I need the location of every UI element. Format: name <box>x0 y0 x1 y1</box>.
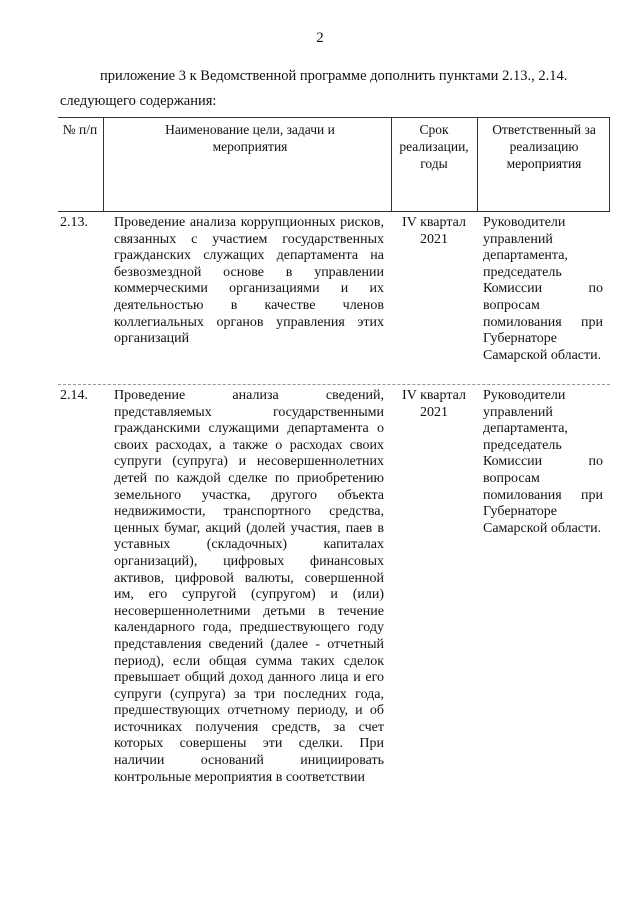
table-top-border <box>58 117 610 118</box>
row-responsible: Руководители управлений департамента, председатель Комиссии по вопросам помилования при Губернаторе Самарской области. <box>483 388 603 536</box>
column-divider-3 <box>477 117 478 211</box>
row-description: Проведение анализа коррупционных рисков, связанных с участием государственных гражданских служащих департамента на безвозмездной основе в управлении коммерческими организациями и их деятельностью в качестве членов коллегиальных органов управления этих организаций <box>114 215 384 347</box>
row-responsible: Руководители управлений департамента, председатель Комиссии по вопросам помилования при Губернаторе Самарской области. <box>483 215 603 363</box>
header-responsible: Ответственный за реализацию мероприятия <box>492 122 596 171</box>
row-term: IV квартал 2021 <box>402 388 466 420</box>
row-term: IV квартал 2021 <box>402 215 466 247</box>
table-right-border <box>609 117 610 211</box>
intro-line-2: следующего содержания: <box>60 93 217 109</box>
row-divider <box>58 384 610 385</box>
header-term: Срок реализации, годы <box>399 122 469 171</box>
page-number: 2 <box>316 30 324 46</box>
intro-line-1: приложение 3 к Ведомственной программе дополнить пунктами 2.13., 2.14. <box>100 68 568 84</box>
header-number: № п/п <box>62 122 98 137</box>
header-bottom-border <box>58 211 610 212</box>
header-name: Наименование цели, задачи и мероприятия <box>165 122 335 154</box>
column-divider-1 <box>103 117 104 211</box>
row-number: 2.13. <box>60 215 88 230</box>
row-description: Проведение анализа сведений, представляемых государственными гражданскими служащими департамента о своих расходах, а также о расходах своих супруги (супруга) и несовершеннолетних детей по каждой сделке по приобретению земельного участка, другого объекта недвижимости, транспортного средства, ценных бумаг, акций (долей участия, паев в уставных (складочных) капиталах организаций), цифровых финансовых активов, цифровой валюты, совершенной им, его супругой (супругом) и (или) несовершеннолетними детьми в течение календарного года, предшествующего году представления сведений (далее - отчетный период), если общая сумма таких сделок превышает общий доход данного лица и его супруги (супруга) за три последних года, предшествующих отчетному периоду, и об источниках получения средств, за счет которых совершены эти сделки. При наличии оснований инициировать контрольные мероприятия в соответствии <box>114 388 384 785</box>
column-divider-2 <box>391 117 392 211</box>
row-number: 2.14. <box>60 388 88 403</box>
